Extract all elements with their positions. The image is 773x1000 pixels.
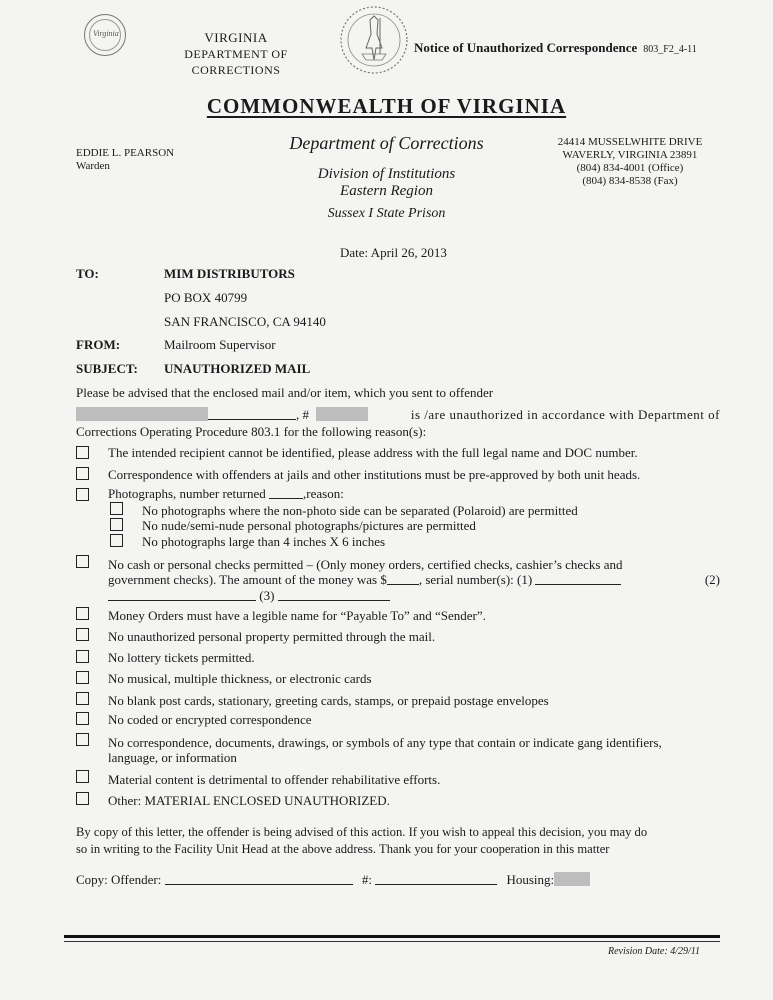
to-label: TO: [76,266,99,281]
commonwealth-seal-icon [336,4,412,76]
photo-subreason-3: No photographs large than 4 inches X 6 inches [142,534,386,549]
copy-housing-label: Housing: [506,872,555,887]
reason-checkbox-13[interactable] [76,792,89,805]
reason-5: Money Orders must have a legible name for “Payable To” and “Sender”. [108,608,486,623]
offender-name-redacted [76,407,208,421]
reason-11-line1: No correspondence, documents, drawings, or symbols of any type that contain or indicate gang identifiers, [108,735,662,750]
address-street: 24414 MUSSELWHITE DRIVE [557,136,703,148]
reason-3-text: Photographs, number returned [108,486,266,501]
reason-checkbox-5[interactable] [76,607,89,620]
to-address-line2: SAN FRANCISCO, CA 94140 [164,314,326,329]
region-name: Eastern Region [340,183,433,199]
notice-title-block [414,40,697,56]
letter-date: Date: April 26, 2013 [340,245,447,260]
photo-subreason-1: No photographs where the non-photo side can be separated (Polaroid) are permitted [142,503,578,518]
photo-subreason-2: No nude/semi-nude personal photographs/pictures are permitted [142,518,476,533]
offender-name-line [208,407,296,420]
reason-checkbox-3[interactable] [76,488,89,501]
reason-13: Other: MATERIAL ENCLOSED UNAUTHORIZED. [108,793,390,808]
reason-checkbox-12[interactable] [76,770,89,783]
warden-block [76,147,174,173]
virginia-seal-left-icon [84,14,126,56]
serial-number-1-line [535,572,621,585]
footer-rule-thick [64,935,720,938]
reason-checkbox-10[interactable] [76,712,89,725]
notice-title: Notice of Unauthorized Correspondence [414,40,638,55]
intro-comma-hash: , # [296,407,309,422]
facility-address [545,136,715,188]
reason-4-serial-text: , serial number(s): (1) [418,572,533,587]
reason-checkbox-8[interactable] [76,671,89,684]
form-code: 803_F2_4-11 [643,44,697,55]
reason-4-amount-text: government checks). The amount of the money was $ [108,572,387,587]
copy-offender-line[interactable] [165,872,353,885]
reason-checkbox-4[interactable] [76,555,89,568]
header-department-block [146,30,326,78]
revision-date: Revision Date: 4/29/11 [608,946,701,957]
reason-2: Correspondence with offenders at jails and other institutions must be pre-approved by both unit heads. [108,467,641,482]
reason-checkbox-1[interactable] [76,446,89,459]
copy-number-line[interactable] [375,872,497,885]
from-label: FROM: [76,337,121,352]
offender-number-redacted [316,407,368,421]
subject-value: UNAUTHORIZED MAIL [164,361,311,376]
intro-line1: Please be advised that the enclosed mail and/or item, which you sent to offender [76,385,494,400]
copy-line [76,872,590,888]
money-amount-line [387,572,419,585]
photo-subreason-checkbox-3[interactable] [110,534,123,547]
header-department: DEPARTMENT OF CORRECTIONS [184,47,288,77]
header-state: VIRGINIA [204,30,268,45]
serial-number-3-label: (3) [259,588,275,603]
to-address-line1: PO BOX 40799 [164,290,248,305]
intro-line2-tail: is /are unauthorized in accordance with Department of [410,407,720,422]
closing-line1: By copy of this letter, the offender is being advised of this action. If you wish to appeal this decision, you may do [76,825,648,839]
address-office-phone: (804) 834-4001 (Office) [576,162,684,174]
address-fax: (804) 834-8538 (Fax) [582,175,678,187]
intro-line2 [76,407,720,423]
reason-6: No unauthorized personal property permitted through the mail. [108,629,436,644]
department-title: Department of Corrections [289,133,484,153]
housing-redacted [554,872,590,886]
reason-3-suffix: ,reason: [303,486,344,501]
reason-11-line2: language, or information [108,750,237,765]
reason-9: No blank post cards, stationary, greeting cards, stamps, or prepaid postage envelopes [108,693,549,708]
address-city: WAVERLY, VIRGINIA 23891 [562,149,698,161]
subject-label: SUBJECT: [76,361,138,376]
division-name: Division of Institutions [317,166,456,182]
warden-title: Warden [76,160,110,172]
photo-subreason-checkbox-1[interactable] [110,502,123,515]
reason-12: Material content is detrimental to offender rehabilitative efforts. [108,772,441,787]
intro-line3: Corrections Operating Procedure 803.1 for the following reason(s): [76,424,427,439]
closing-line2: so in writing to the Facility Unit Head at the above address. Thank you for your cooperation in this matter [76,842,610,856]
facility-name: Sussex I State Prison [327,206,446,221]
copy-number-label: #: [361,872,372,887]
photos-returned-line [269,486,303,499]
reason-4-line2 [108,572,720,588]
serial-number-2-label: (2) [704,572,720,587]
reason-8: No musical, multiple thickness, or electronic cards [108,671,372,686]
reason-1: The intended recipient cannot be identified, please address with the full legal name and DOC number. [108,445,638,460]
serial-number-3-line [278,588,390,601]
photo-subreason-checkbox-2[interactable] [110,518,123,531]
from-value: Mailroom Supervisor [164,337,276,352]
reason-checkbox-2[interactable] [76,467,89,480]
commonwealth-heading: COMMONWEALTH OF VIRGINIA [206,94,567,118]
reason-4-line3 [108,588,390,604]
seal-left-text: Virginia [93,29,119,38]
serial-number-2-line [108,588,256,601]
reason-checkbox-6[interactable] [76,628,89,641]
reason-7: No lottery tickets permitted. [108,650,255,665]
reason-10: No coded or encrypted correspondence [108,712,312,727]
warden-name: EDDIE L. PEARSON [76,147,175,159]
footer-rule-thin [64,941,720,942]
reason-checkbox-9[interactable] [76,692,89,705]
reason-checkbox-11[interactable] [76,733,89,746]
to-name: MIM DISTRIBUTORS [164,266,295,281]
copy-offender-label: Copy: Offender: [76,872,162,887]
reason-3 [108,486,344,502]
reason-checkbox-7[interactable] [76,650,89,663]
reason-4-line1: No cash or personal checks permitted – (Only money orders, certified checks, cashier’s checks and [108,557,623,572]
